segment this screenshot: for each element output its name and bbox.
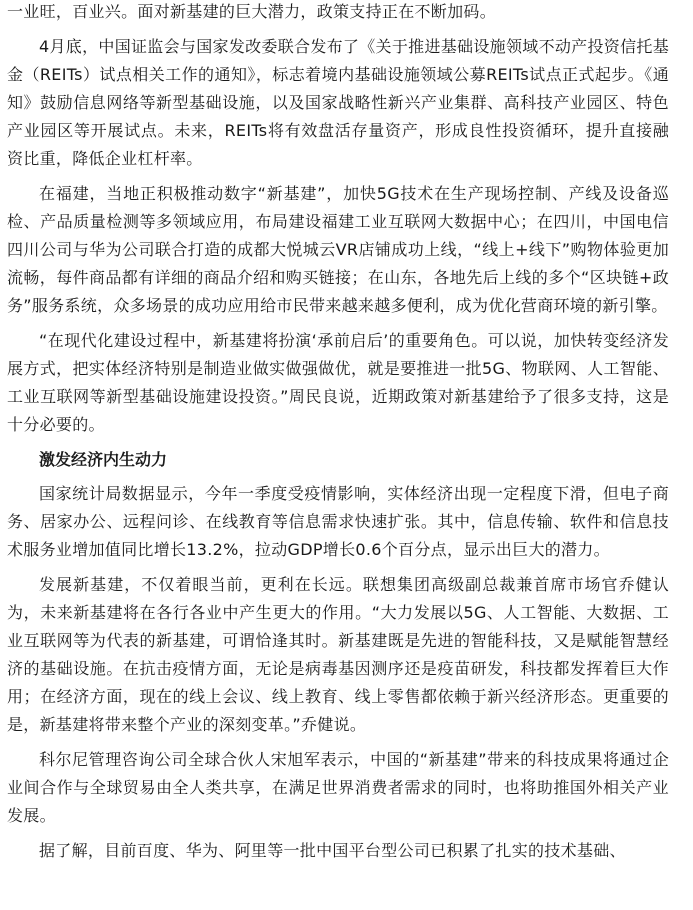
paragraph-regional-examples: 在福建，当地正积极推动数字“新基建”，加快5G技术在生产现场控制、产线及设备巡检、产品质量检测等多领域应用，布局建设福建工业互联网大数据中心；在四川，中国电信四川公司与华为公司联合打造的成都大悦城云VR店铺成功上线，“线上+线下”购物体验更加流畅，每件商品都有详细的商品介绍和购买链接；在山东，各地先后上线的多个“区块链+政务”服务系统，众多场景的成功应用给市民带来越来越多便利，成为优化营商环境的新引擎。 [7,184,669,315]
paragraph-qiao-quote: 发展新基建，不仅着眼当前，更利在长远。联想集团高级副总裁兼首席市场官乔健认为，未来新基建将在各行各业中产生更大的作用。“大力发展以5G、人工智能、大数据、工业互联网等为代表的新基建，可谓恰逢其时。新基建既是先进的智能科技，又是赋能智慧经济的基础设施。在抗击疫情方面，无论是病毒基因测序还是疫苗研发，科技都发挥着巨大作用；在经济方面，现在的线上会议、线上教育、线上零售都依赖于新兴经济形态。更重要的是，新基建将带来整个产业的深刻变革。”乔健说。 [7,575,669,734]
paragraph-platform-companies: 据了解，目前百度、华为、阿里等一批中国平台型公司已积累了扎实的技术基础、 [39,841,626,860]
paragraph-reits: 4月底，中国证监会与国家发改委联合发布了《关于推进基础设施领域不动产投资信托基金（REITs）试点相关工作的通知》，标志着境内基础设施领域公募REITs试点正式起步。《通知》鼓励信息网络等新型基础设施，以及国家战略性新兴产业集群、高科技产业园区、特色产业园区等开展试点。未来，REITs将有效盘活存量资产，形成良性投资循环，提升直接融资比重，降低企业杠杆率。 [7,37,669,168]
article-body [7,0,669,872]
paragraph-policy-intro: 一业旺，百业兴。面对新基建的巨大潜力，政策支持正在不断加码。 [7,2,497,21]
paragraph-zhou-quote: “在现代化建设过程中，新基建将扮演‘承前启后’的重要角色。可以说，加快转变经济发展方式，把实体经济特别是制造业做实做强做优，就是要推进一批5G、物联网、人工智能、工业互联网等新型基础设施建设投资。”周民良说，近期政策对新基建给予了很多支持，这是十分必要的。 [7,331,669,434]
section-heading: 激发经济内生动力 [39,450,168,469]
paragraph-statistics: 国家统计局数据显示，今年一季度受疫情影响，实体经济出现一定程度下滑，但电子商务、居家办公、远程问诊、在线教育等信息需求快速扩张。其中，信息传输、软件和信息技术服务业增加值同比增长13.2%，拉动GDP增长0.6个百分点，显示出巨大的潜力。 [7,484,669,559]
paragraph-song-quote: 科尔尼管理咨询公司全球合伙人宋旭军表示，中国的“新基建”带来的科技成果将通过企业间合作与全球贸易由全人类共享，在满足世界消费者需求的同时，也将助推国外相关产业发展。 [7,750,669,825]
